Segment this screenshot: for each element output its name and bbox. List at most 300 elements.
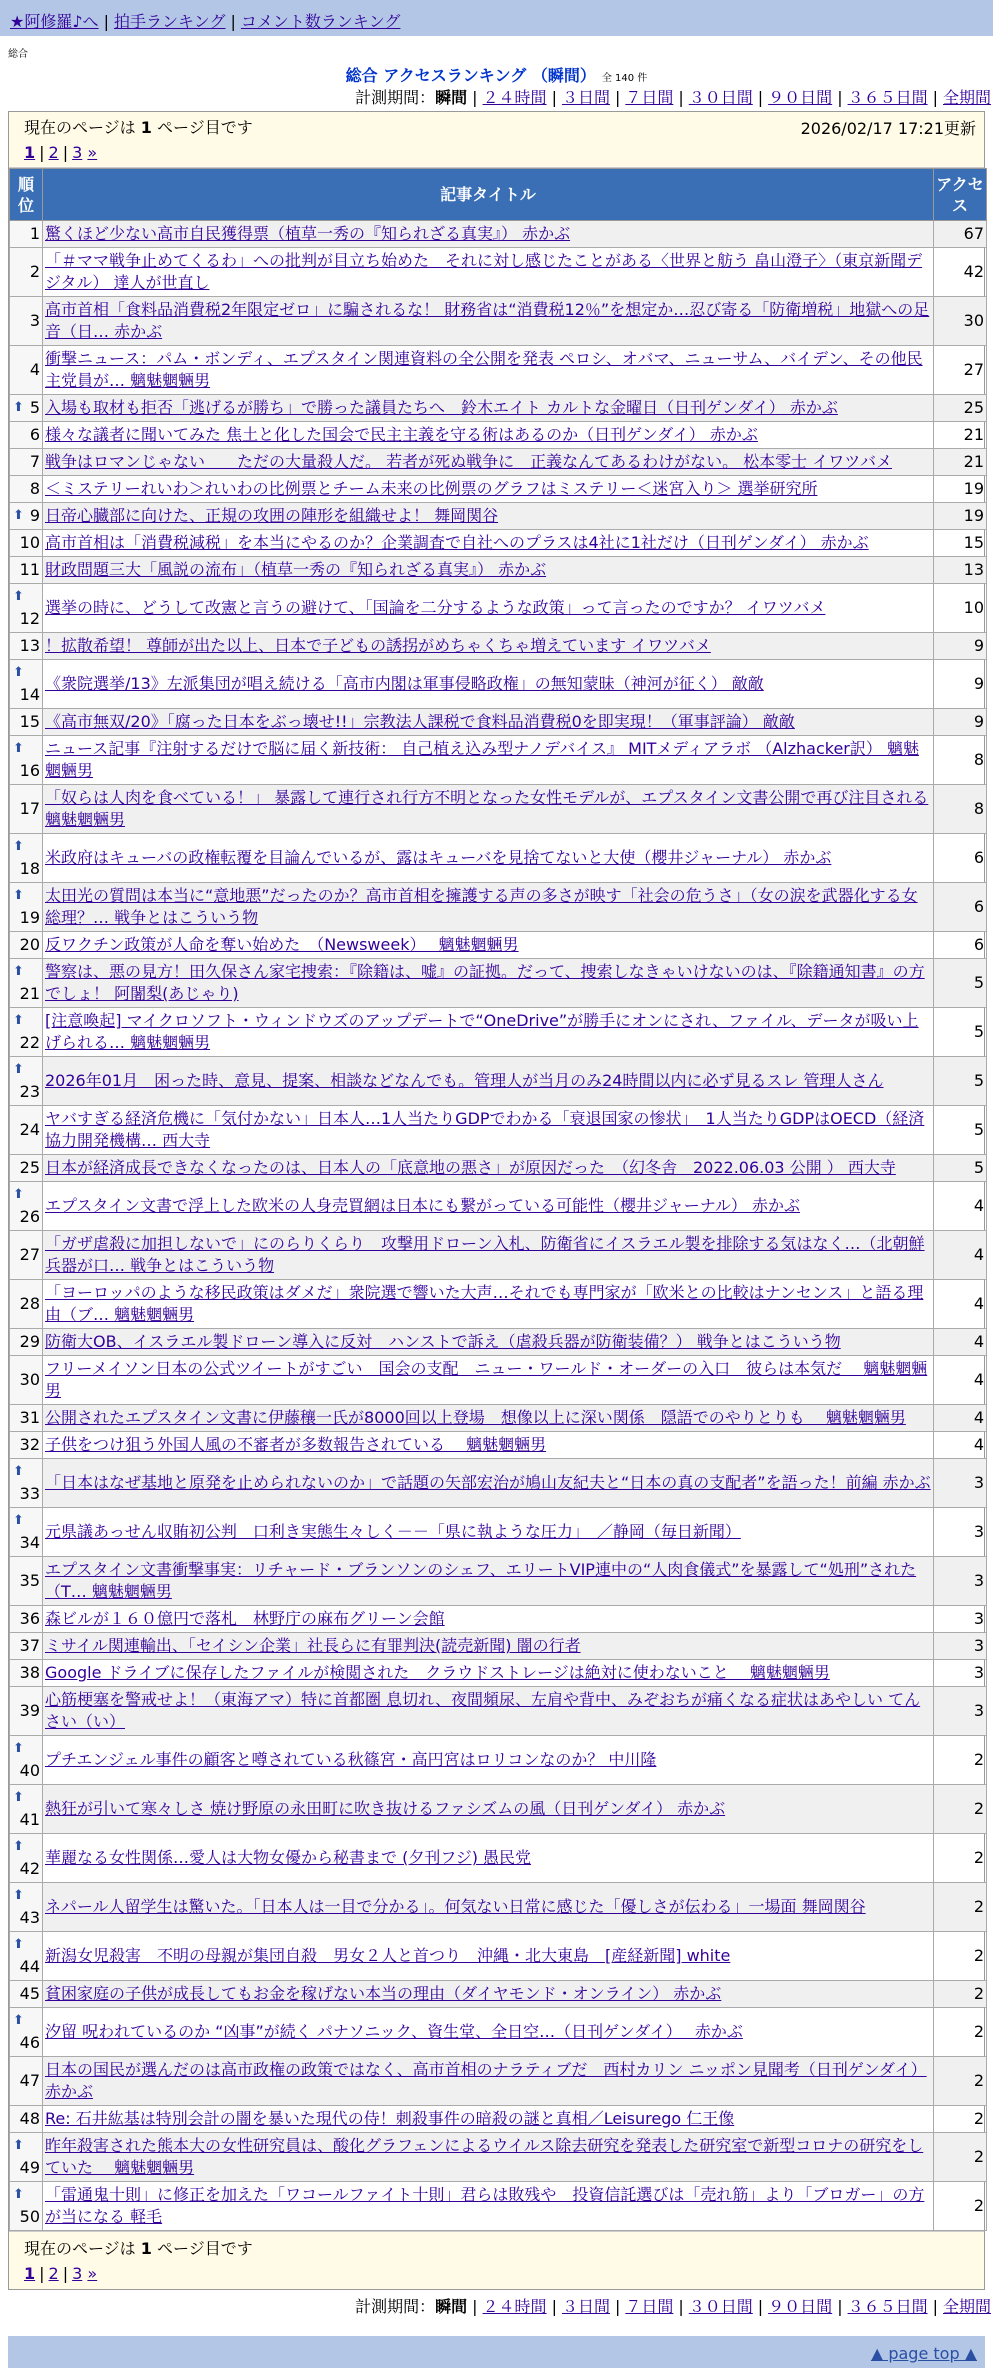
article-link[interactable]: ＜ミステリーれいわ＞れいわの比例票とチーム未来の比例票のグラフはミステリー＜迷宮入り＞ 選挙研究所 bbox=[45, 479, 818, 498]
rank-cell bbox=[10, 1660, 43, 1687]
rank-cell bbox=[10, 221, 43, 248]
current-page-suffix: ページ目です bbox=[157, 2239, 253, 2258]
nav-link-comment-ranking[interactable]: コメント数ランキング bbox=[240, 12, 401, 31]
period-link-2[interactable]: ７日間 bbox=[625, 2297, 674, 2316]
rank-cell bbox=[10, 422, 43, 449]
table-row bbox=[10, 736, 987, 785]
title-cell bbox=[43, 346, 934, 395]
rank-number: 1 bbox=[29, 224, 40, 243]
rank-cell bbox=[10, 1356, 43, 1405]
title-cell bbox=[43, 1557, 934, 1606]
article-link[interactable]: 貧困家庭の子供が成長してもお金を稼げない本当の理由（ダイヤモンド・オンライン） 赤かぶ bbox=[45, 1984, 722, 2003]
article-link[interactable]: 米政府はキューバの政権転覆を目論んでいるが、露はキューバを見捨てないと大使（櫻井ジャーナル） 赤かぶ bbox=[45, 848, 832, 867]
table-row bbox=[10, 1633, 987, 1660]
table-row bbox=[10, 346, 987, 395]
rank-number: 11 bbox=[19, 560, 40, 579]
title-cell bbox=[43, 1785, 934, 1834]
title-cell bbox=[43, 395, 934, 422]
period-link-2[interactable]: ７日間 bbox=[625, 88, 674, 107]
access-count: 5 bbox=[934, 959, 987, 1008]
pager-page-3[interactable]: 3 bbox=[72, 2264, 83, 2283]
rank-cell bbox=[10, 395, 43, 422]
rank-number: 33 bbox=[19, 1484, 40, 1503]
period-current: 瞬間 bbox=[435, 2297, 468, 2316]
article-link[interactable]: 「雷通鬼十則」に修正を加えた「ワコールファイト十則」君らは敗残や 投資信託選びは「売れ筋」より「ブロガー」の方が当になる 軽毛 bbox=[45, 2185, 925, 2226]
period-separator: | bbox=[932, 88, 938, 107]
article-link[interactable]: 森ビルが１６０億円で落札 林野庁の麻布グリーン会館 bbox=[45, 1609, 445, 1628]
rank-cell bbox=[10, 1106, 43, 1155]
table-row bbox=[10, 633, 987, 660]
header-title: 記事タイトル bbox=[43, 169, 934, 221]
article-link[interactable]: [注意喚起] マイクロソフト・ウィンドウズのアップデートで“OneDrive”が勝手にオンにされ、ファイル、データが吸い上げられる… 魑魅魍魎男 bbox=[45, 1011, 919, 1052]
rank-number: 34 bbox=[19, 1533, 40, 1552]
article-link[interactable]: 「ガザ虐殺に加担しないで」にのらりくらり 攻撃用ドローン入札、防衛省にイスラエル製を排除する気はなく…（北朝鮮兵器が口… 戦争とはこういう物 bbox=[45, 1234, 925, 1275]
title-cell bbox=[43, 1008, 934, 1057]
title-cell bbox=[43, 1736, 934, 1785]
rank-number: 20 bbox=[19, 935, 40, 954]
rank-up-arrow-icon: ⬆ bbox=[13, 1464, 24, 1479]
rank-number: 4 bbox=[29, 360, 40, 379]
rank-cell bbox=[10, 1432, 43, 1459]
rank-cell bbox=[10, 1687, 43, 1736]
rank-cell bbox=[10, 736, 43, 785]
access-count: 5 bbox=[934, 1008, 987, 1057]
rank-number: 29 bbox=[19, 1332, 40, 1351]
table-row bbox=[10, 932, 987, 959]
period-link-5[interactable]: ３６５日間 bbox=[847, 88, 928, 107]
access-count: 3 bbox=[934, 1459, 987, 1508]
table-row bbox=[10, 1057, 987, 1106]
article-link[interactable]: 驚くほど少ない高市自民獲得票（植草一秀の『知られざる真実』） 赤かぶ bbox=[45, 224, 571, 243]
title-cell bbox=[43, 2133, 934, 2182]
access-count: 2 bbox=[934, 1834, 987, 1883]
access-count: 6 bbox=[934, 834, 987, 883]
article-link[interactable]: 子供をつけ狙う外国人風の不審者が多数報告されている 魑魅魍魎男 bbox=[45, 1435, 547, 1454]
rank-number: 26 bbox=[19, 1207, 40, 1226]
period-separator: | bbox=[678, 2297, 684, 2316]
access-count: 3 bbox=[934, 1606, 987, 1633]
rank-up-arrow-icon: ⬆ bbox=[13, 2138, 24, 2153]
period-separator: | bbox=[614, 2297, 621, 2316]
period-link-5[interactable]: ３６５日間 bbox=[847, 2297, 928, 2316]
rank-number: 41 bbox=[19, 1810, 40, 1829]
table-row bbox=[10, 1932, 987, 1981]
rank-number: 43 bbox=[19, 1908, 40, 1927]
title-cell bbox=[43, 1932, 934, 1981]
rank-cell bbox=[10, 1182, 43, 1231]
rank-cell bbox=[10, 1280, 43, 1329]
access-count: 27 bbox=[934, 346, 987, 395]
article-link[interactable]: 様々な議者に聞いてみた 焦土と化した国会で民主主義を守る術はあるのか（日刊ゲンダイ） 赤かぶ bbox=[45, 425, 758, 444]
access-count: 2 bbox=[934, 1736, 987, 1785]
rank-up-arrow-icon: ⬆ bbox=[13, 508, 24, 523]
rank-number: 25 bbox=[19, 1158, 40, 1177]
rank-cell bbox=[10, 1557, 43, 1606]
title-cell bbox=[43, 1834, 934, 1883]
period-nav-top bbox=[0, 85, 993, 111]
pager-page-current[interactable]: 1 bbox=[24, 143, 36, 162]
rank-number: 27 bbox=[19, 1245, 40, 1264]
access-count: 30 bbox=[934, 297, 987, 346]
rank-cell bbox=[10, 2057, 43, 2106]
title-cell bbox=[43, 785, 934, 834]
title-cell bbox=[43, 1883, 934, 1932]
article-link[interactable]: 「＃ママ戦争止めてくるわ」への批判が目立ち始めた それに対し感じたことがある〈世界と舫う 畠山澄子〉（東京新聞デジタル） 達人が世直し bbox=[45, 251, 923, 292]
article-link[interactable]: 「ヨーロッパのような移民政策はダメだ」衆院選で響いた大声…それでも専門家が「欧米との比較はナンセンス」と語る理由（ブ… 魑魅魍魎男 bbox=[45, 1283, 924, 1324]
access-count: 3 bbox=[934, 1687, 987, 1736]
rank-cell bbox=[10, 660, 43, 709]
title-cell bbox=[43, 1660, 934, 1687]
page-top-link[interactable]: ▲ page top ▲ bbox=[870, 2344, 977, 2363]
table-row bbox=[10, 584, 987, 633]
table-row bbox=[10, 1356, 987, 1405]
pager-page-2[interactable]: 2 bbox=[48, 143, 59, 162]
access-count: 4 bbox=[934, 1356, 987, 1405]
rank-cell bbox=[10, 297, 43, 346]
title-cell bbox=[43, 2106, 934, 2133]
rank-number: 13 bbox=[19, 636, 40, 655]
rank-cell bbox=[10, 1405, 43, 1432]
rank-cell bbox=[10, 959, 43, 1008]
rank-number: 38 bbox=[19, 1663, 40, 1682]
rank-number: 44 bbox=[19, 1957, 40, 1976]
rank-cell bbox=[10, 1508, 43, 1557]
header-rank: 順位 bbox=[10, 169, 43, 221]
access-count: 8 bbox=[934, 785, 987, 834]
article-link[interactable]: 元県議あっせん収賄初公判 口利き実態生々しく－－「県に執ような圧力」 ／静岡（毎日新聞） bbox=[45, 1522, 741, 1541]
page-info-top bbox=[9, 112, 984, 168]
period-link-0[interactable]: ２４時間 bbox=[482, 88, 547, 107]
pager-next[interactable]: » bbox=[87, 143, 98, 162]
access-count: 9 bbox=[934, 709, 987, 736]
title-cell bbox=[43, 1106, 934, 1155]
access-count: 2 bbox=[934, 1785, 987, 1834]
title-cell bbox=[43, 1182, 934, 1231]
rank-up-arrow-icon: ⬆ bbox=[13, 741, 24, 756]
rank-number: 17 bbox=[19, 799, 40, 818]
title-cell bbox=[43, 449, 934, 476]
rank-cell bbox=[10, 1633, 43, 1660]
rank-up-arrow-icon: ⬆ bbox=[13, 1013, 24, 1028]
article-link[interactable]: 高市首相は「消費税減税」を本当にやるのか？企業調査で自社へのプラスは4社に1社だけ（日刊ゲンダイ） 赤かぶ bbox=[45, 533, 869, 552]
rank-number: 19 bbox=[19, 908, 40, 927]
table-row bbox=[10, 1182, 987, 1231]
access-count: 5 bbox=[934, 1155, 987, 1182]
table-row bbox=[10, 1785, 987, 1834]
period-separator: | bbox=[614, 88, 621, 107]
total-count: 全 140 件 bbox=[601, 73, 648, 84]
nav-link-clap-ranking[interactable]: 拍手ランキング bbox=[113, 12, 226, 31]
rank-number: 24 bbox=[19, 1120, 40, 1139]
rank-cell bbox=[10, 883, 43, 932]
rank-cell bbox=[10, 1785, 43, 1834]
period-separator: | bbox=[678, 88, 684, 107]
pager-next[interactable]: » bbox=[87, 2264, 98, 2283]
period-separator: | bbox=[837, 2297, 843, 2316]
table-row bbox=[10, 1280, 987, 1329]
table-row bbox=[10, 1981, 987, 2008]
access-count: 4 bbox=[934, 1231, 987, 1280]
article-link[interactable]: 財政問題三大「風説の流布」（植草一秀の『知られざる真実』） 赤かぶ bbox=[45, 560, 547, 579]
article-link[interactable]: 太田光の質問は本当に“意地悪”だったのか？高市首相を擁護する声の多さが映す「社会の危うさ」（女の涙を武器化する女総理？… 戦争とはこういう物 bbox=[45, 886, 918, 927]
title-cell bbox=[43, 297, 934, 346]
rank-up-arrow-icon: ⬆ bbox=[13, 400, 24, 415]
rank-up-arrow-icon: ⬆ bbox=[13, 1790, 24, 1805]
rank-number: 5 bbox=[29, 398, 40, 417]
article-link[interactable]: エプスタイン文書衝撃事実：リチャード・ブランソンのシェフ、エリートVIP連中の“人肉食儀式”を暴露して“処刑”された（T… 魑魅魍魎男 bbox=[45, 1560, 917, 1601]
pager-page-2[interactable]: 2 bbox=[48, 2264, 59, 2283]
access-count: 4 bbox=[934, 1280, 987, 1329]
table-row bbox=[10, 557, 987, 584]
article-link[interactable]: 「奴らは人肉を食べている！」 暴露して連行され行方不明となった女性モデルが、エプスタイン文書公開で再び注目される 魑魅魍魎男 bbox=[45, 788, 929, 829]
table-row bbox=[10, 834, 987, 883]
rank-cell bbox=[10, 1057, 43, 1106]
ranking-panel bbox=[8, 111, 985, 2290]
rank-up-arrow-icon: ⬆ bbox=[13, 1937, 24, 1952]
access-count: 67 bbox=[934, 221, 987, 248]
article-link[interactable]: 警察は、悪の見方！田久保さん家宅捜索：『除籍は、嘘』の証拠。だって、捜索しなきゃいけないのは、『除籍通知書』の方でしょ！ 阿闍梨(あじゃり) bbox=[45, 962, 925, 1003]
period-link-6[interactable]: 全期間 bbox=[942, 88, 991, 107]
period-link-6[interactable]: 全期間 bbox=[942, 2297, 991, 2316]
rank-up-arrow-icon: ⬆ bbox=[13, 839, 24, 854]
title-cell bbox=[43, 1981, 934, 2008]
article-link[interactable]: プチエンジェル事件の顧客と噂されている秋篠宮・高円宮はロリコンなのか？ 中川隆 bbox=[45, 1750, 657, 1769]
access-count: 4 bbox=[934, 1182, 987, 1231]
rank-up-arrow-icon: ⬆ bbox=[13, 964, 24, 979]
period-link-1[interactable]: ３日間 bbox=[561, 88, 610, 107]
access-count: 2 bbox=[934, 2133, 987, 2182]
access-count: 2 bbox=[934, 2057, 987, 2106]
rank-number: 45 bbox=[19, 1984, 40, 2003]
title-cell bbox=[43, 557, 934, 584]
footer-bar bbox=[8, 2336, 985, 2368]
table-row bbox=[10, 530, 987, 557]
period-nav-bottom bbox=[0, 2294, 993, 2320]
title-cell bbox=[43, 2057, 934, 2106]
rank-number: 23 bbox=[19, 1082, 40, 1101]
nav-separator: | bbox=[230, 12, 236, 31]
rank-cell bbox=[10, 530, 43, 557]
rank-cell bbox=[10, 1329, 43, 1356]
table-row bbox=[10, 2057, 987, 2106]
pager-page-current[interactable]: 1 bbox=[24, 2264, 36, 2283]
current-page-prefix: 現在のページは bbox=[24, 2239, 136, 2258]
access-count: 6 bbox=[934, 932, 987, 959]
article-link[interactable]: 《高市無双/20》「腐った日本をぶっ壊せ!!」宗教法人課税で食料品消費税0を即実現！（軍事評論） 敵敵 bbox=[45, 712, 795, 731]
article-link[interactable]: 高市首相「食料品消費税2年限定ゼロ」に騙されるな！ 財務省は“消費税12％”を想定か…忍び寄る「防衛増税」地獄への足音（日… 赤かぶ bbox=[45, 300, 930, 341]
access-count: 13 bbox=[934, 557, 987, 584]
rank-number: 18 bbox=[19, 859, 40, 878]
rank-number: 14 bbox=[19, 685, 40, 704]
article-link[interactable]: 熱狂が引いて寒々しさ 焼け野原の永田町に吹き抜けるファシズムの風（日刊ゲンダイ） 赤かぶ bbox=[45, 1799, 726, 1818]
period-current: 瞬間 bbox=[435, 88, 468, 107]
nav-separator: | bbox=[103, 12, 109, 31]
page-title: 総合 アクセスランキング （瞬間） bbox=[345, 66, 596, 85]
table-row bbox=[10, 221, 987, 248]
article-link[interactable]: Re: 石井紘基は特別会計の闇を暴いた現代の侍！刺殺事件の暗殺の謎と真相／Leisurego 仁王像 bbox=[45, 2109, 735, 2128]
article-link[interactable]: 反ワクチン政策が人命を奪い始めた （Newsweek） 魑魅魍魎男 bbox=[45, 935, 519, 954]
title-cell bbox=[43, 1155, 934, 1182]
title-cell bbox=[43, 959, 934, 1008]
period-link-4[interactable]: ９０日間 bbox=[768, 2297, 833, 2316]
article-link[interactable]: フリーメイソン日本の公式ツイートがすごい 国会の支配 ニュー・ワールド・オーダーの入口 彼らは本気だ 魑魅魍魎男 bbox=[45, 1359, 928, 1400]
rank-cell bbox=[10, 449, 43, 476]
period-separator: | bbox=[551, 2297, 557, 2316]
table-row bbox=[10, 2008, 987, 2057]
rank-cell bbox=[10, 1834, 43, 1883]
table-row bbox=[10, 1557, 987, 1606]
period-label: 計測期間： bbox=[355, 88, 436, 107]
period-separator: | bbox=[472, 88, 478, 107]
access-count: 3 bbox=[934, 1557, 987, 1606]
rank-number: 16 bbox=[19, 761, 40, 780]
period-separator: | bbox=[551, 88, 557, 107]
period-link-3[interactable]: ３０日間 bbox=[688, 88, 753, 107]
article-link[interactable]: 「日本はなぜ基地と原発を止められないのか」で話題の矢部宏治が鳩山友紀夫と“日本の真の支配者”を語った！前編 赤かぶ bbox=[45, 1473, 931, 1492]
table-row bbox=[10, 1329, 987, 1356]
title-cell bbox=[43, 736, 934, 785]
access-count: 21 bbox=[934, 422, 987, 449]
article-link[interactable]: 日本の国民が選んだのは高市政権の政策ではなく、高市首相のナラティブだ 西村カリン ニッポン見聞考（日刊ゲンダイ） 赤かぶ bbox=[45, 2060, 927, 2101]
article-link[interactable]: ニュース記事『注射するだけで脳に届く新技術： 自己植え込み型ナノデバイス』 MITメディアラボ （Alzhacker訳） 魑魅魍魎男 bbox=[45, 739, 919, 780]
article-link[interactable]: 選挙の時に、どうして改憲と言うの避けて、「国論を二分するような政策」って言ったのですか？ イワツバメ bbox=[45, 598, 826, 617]
title-cell bbox=[43, 1687, 934, 1736]
title-cell bbox=[43, 221, 934, 248]
rank-number: 3 bbox=[29, 311, 40, 330]
access-count: 5 bbox=[934, 1106, 987, 1155]
access-count: 25 bbox=[934, 395, 987, 422]
period-link-0[interactable]: ２４時間 bbox=[482, 2297, 547, 2316]
rank-up-arrow-icon: ⬆ bbox=[13, 1741, 24, 1756]
table-row bbox=[10, 1508, 987, 1557]
rank-up-arrow-icon: ⬆ bbox=[13, 2013, 24, 2028]
rank-cell bbox=[10, 633, 43, 660]
table-row bbox=[10, 449, 987, 476]
rank-cell bbox=[10, 709, 43, 736]
access-count: 5 bbox=[934, 1057, 987, 1106]
rank-number: 10 bbox=[19, 533, 40, 552]
access-count: 2 bbox=[934, 2182, 987, 2231]
table-row bbox=[10, 2106, 987, 2133]
rank-cell bbox=[10, 248, 43, 297]
title-cell bbox=[43, 530, 934, 557]
title-cell bbox=[43, 1606, 934, 1633]
article-link[interactable]: Google ドライブに保存したファイルが検閲された クラウドストレージは絶対に使わないこと 魑魅魍魎男 bbox=[45, 1663, 830, 1682]
rank-number: 32 bbox=[19, 1435, 40, 1454]
period-separator: | bbox=[472, 2297, 478, 2316]
table-row bbox=[10, 476, 987, 503]
article-link[interactable]: ネパール人留学生は驚いた。「日本人は一目で分かる」。何気ない日常に感じた「優しさが伝わる」一場面 舞岡関谷 bbox=[45, 1897, 866, 1916]
article-link[interactable]: ミサイル関連輸出、「セイシン企業」社長らに有罪判決(読売新聞) 闇の行者 bbox=[45, 1636, 581, 1655]
article-link[interactable]: 入場も取材も拒否「逃げるが勝ち」で勝った議員たちへ 鈴木エイト カルトな金曜日（日刊ゲンダイ） 赤かぶ bbox=[45, 398, 838, 417]
article-link[interactable]: ！拡散希望！ 尊師が出た以上、日本で子どもの誘拐がめちゃくちゃ増えています イワツバメ bbox=[45, 636, 711, 655]
access-count: 9 bbox=[934, 660, 987, 709]
rank-cell bbox=[10, 1606, 43, 1633]
article-link[interactable]: 日本が経済成長できなくなったのは、日本人の「底意地の悪さ」が原因だった （幻冬舎 2022.06.03 公開 ） 西大寺 bbox=[45, 1158, 896, 1177]
article-link[interactable]: 公開されたエプスタイン文書に伊藤穰一氏が8000回以上登場 想像以上に深い関係 隠語でのやりとりも 魑魅魍魎男 bbox=[45, 1408, 906, 1427]
title-cell bbox=[43, 422, 934, 449]
category-label: 総合 bbox=[8, 49, 28, 60]
rank-cell bbox=[10, 1231, 43, 1280]
access-count: 3 bbox=[934, 1633, 987, 1660]
access-count: 2 bbox=[934, 1932, 987, 1981]
article-link[interactable]: 《衆院選挙/13》左派集団が唱え続ける「高市内閣は軍事侵略政権」の無知蒙昧（神河が征く） 敵敵 bbox=[45, 674, 764, 693]
rank-number: 46 bbox=[19, 2033, 40, 2052]
article-link[interactable]: 日帝心臓部に向けた、正規の攻囲の陣形を組織せよ！ 舞岡関谷 bbox=[45, 506, 499, 525]
article-link[interactable]: 昨年殺害された熊本大の女性研究員は、酸化グラフェンによるウイルス除去研究を発表した研究室で新型コロナの研究をしていた 魑魅魍魎男 bbox=[45, 2136, 924, 2177]
access-count: 9 bbox=[934, 633, 987, 660]
article-link[interactable]: 心筋梗塞を警戒せよ！（東海アマ）特に首都圏 息切れ、夜間頻尿、左肩や背中、みぞおちが痛くなる症状はあやしい てんさい（い） bbox=[45, 1690, 921, 1731]
title-cell bbox=[43, 1231, 934, 1280]
nav-link-asyura[interactable]: ★阿修羅♪へ bbox=[10, 12, 99, 31]
table-row bbox=[10, 297, 987, 346]
article-link[interactable]: 新潟女児殺害 不明の母親が集団自殺 男女２人と首つり 沖縄・北大東島 [産経新聞] white bbox=[45, 1946, 731, 1965]
period-link-1[interactable]: ３日間 bbox=[561, 2297, 610, 2316]
rank-cell bbox=[10, 1736, 43, 1785]
access-count: 19 bbox=[934, 476, 987, 503]
rank-cell bbox=[10, 2106, 43, 2133]
rank-up-arrow-icon: ⬆ bbox=[13, 589, 24, 604]
period-link-3[interactable]: ３０日間 bbox=[688, 2297, 753, 2316]
rank-cell bbox=[10, 557, 43, 584]
rank-number: 48 bbox=[19, 2109, 40, 2128]
ranking-table bbox=[9, 168, 987, 2231]
pager-separator: | bbox=[39, 143, 45, 162]
title-cell bbox=[43, 1329, 934, 1356]
access-count: 10 bbox=[934, 584, 987, 633]
title-cell bbox=[43, 1508, 934, 1557]
article-link[interactable]: 戦争はロマンじゃない ただの大量殺人だ。 若者が死ぬ戦争に 正義なんてあるわけがない。 松本零士 イワツバメ bbox=[45, 452, 892, 471]
access-count: 19 bbox=[934, 503, 987, 530]
period-separator: | bbox=[932, 2297, 938, 2316]
pager-separator: | bbox=[39, 2264, 45, 2283]
article-link[interactable]: 2026年01月 困った時、意見、提案、相談などなんでも。管理人が当月のみ24時間以内に必ず見るスレ 管理人さん bbox=[45, 1071, 884, 1090]
pager-separator: | bbox=[62, 2264, 69, 2283]
title-cell bbox=[43, 660, 934, 709]
title-cell bbox=[43, 503, 934, 530]
pager-separator: | bbox=[62, 143, 69, 162]
article-link[interactable]: 汐留 呪われているのか “凶事”が続く パナソニック、資生堂、全日空…（日刊ゲンダイ） 赤かぶ bbox=[45, 2022, 743, 2041]
access-count: 2 bbox=[934, 1883, 987, 1932]
rank-cell bbox=[10, 1981, 43, 2008]
rank-cell bbox=[10, 932, 43, 959]
rank-number: 21 bbox=[19, 984, 40, 1003]
pager-page-3[interactable]: 3 bbox=[72, 143, 83, 162]
access-count: 8 bbox=[934, 736, 987, 785]
access-count: 3 bbox=[934, 1660, 987, 1687]
rank-number: 37 bbox=[19, 1636, 40, 1655]
title-cell bbox=[43, 932, 934, 959]
ranking-title-line bbox=[0, 63, 993, 85]
article-link[interactable]: エプスタイン文書で浮上した欧米の人身売買網は日本にも繋がっている可能性（櫻井ジャーナル） 赤かぶ bbox=[45, 1196, 801, 1215]
article-link[interactable]: 防衛大OB、イスラエル製ドローン導入に反対 ハンストで訴え（虐殺兵器が防衛装備？） 戦争とはこういう物 bbox=[45, 1332, 841, 1351]
period-link-4[interactable]: ９０日間 bbox=[768, 88, 833, 107]
article-link[interactable]: 衝撃ニュース：パム・ボンディ、エプスタイン関連資料の全公開を発表 ペロシ、オバマ、ニューサム、バイデン、その他民主党員が… 魑魅魍魎男 bbox=[45, 349, 923, 390]
pager-top bbox=[24, 143, 974, 162]
article-link[interactable]: 華麗なる女性関係…愛人は大物女優から秘書まで (夕刊フジ) 愚民党 bbox=[45, 1848, 532, 1867]
access-count: 2 bbox=[934, 2008, 987, 2057]
title-cell bbox=[43, 883, 934, 932]
rank-number: 15 bbox=[19, 712, 40, 731]
rank-number: 28 bbox=[19, 1294, 40, 1313]
rank-cell bbox=[10, 834, 43, 883]
table-row bbox=[10, 785, 987, 834]
access-count: 2 bbox=[934, 2106, 987, 2133]
rank-number: 6 bbox=[29, 425, 40, 444]
rank-number: 2 bbox=[29, 262, 40, 281]
article-link[interactable]: ヤバすぎる経済危機に「気付かない」日本人…1人当たりGDPでわかる「衰退国家の惨状」 1人当たりGDPはOECD（経済協力開発機構… 西大寺 bbox=[45, 1109, 925, 1150]
table-row bbox=[10, 2133, 987, 2182]
